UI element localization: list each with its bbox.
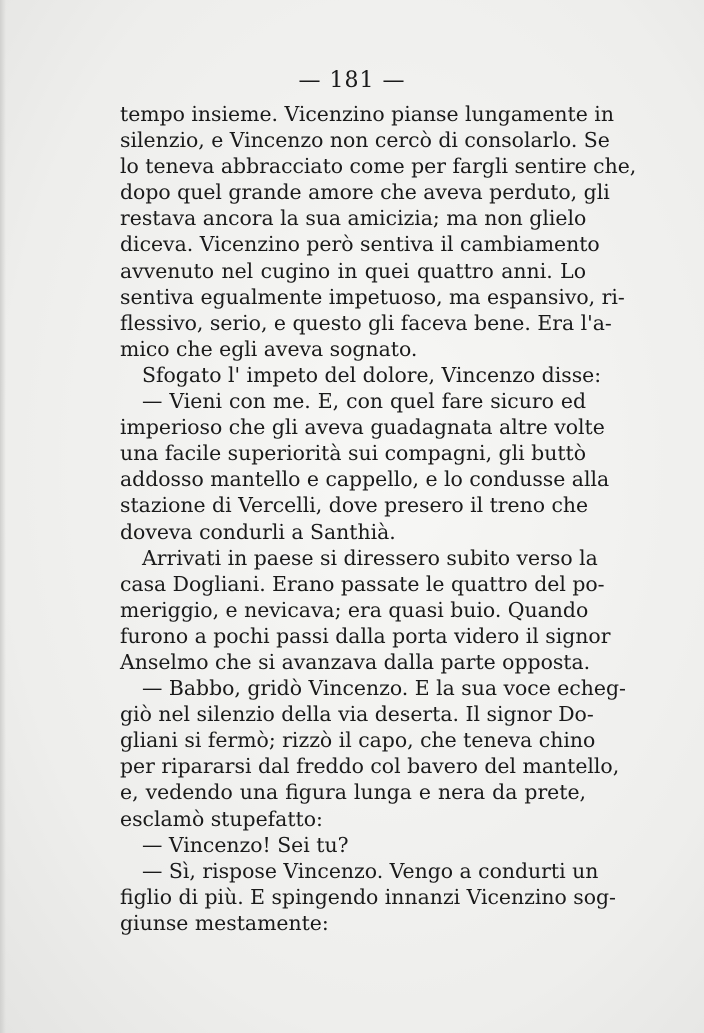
text-line: esclamò stupefatto: — [120, 806, 323, 831]
text-line: — Babbo, gridò Vincenzo. E la sua voce echeg- — [142, 676, 626, 701]
text-line: una facile superiorità sui compagni, gli buttò — [120, 441, 586, 466]
text-line: furono a pochi passi dalla porta videro il signor — [120, 623, 611, 648]
text-line: restava ancora la sua amicizia; ma non glielo — [120, 206, 587, 231]
text-line: giunse mestamente: — [120, 910, 329, 935]
text-line: — Vincenzo! Sei tu? — [142, 832, 349, 857]
page-edge-shadow — [0, 0, 6, 1033]
text-line: casa Dogliani. Erano passate le quattro del po- — [120, 571, 605, 596]
text-line: mico che egli aveva sognato. — [120, 336, 418, 361]
text-line: per ripararsi dal freddo col bavero del mantello, — [120, 754, 620, 779]
text-line: Arrivati in paese si diressero subito verso la — [142, 545, 598, 570]
text-line: gliani si fermò; rizzò il capo, che teneva chino — [120, 728, 596, 753]
text-line: imperioso che gli aveva guadagnata altre volte — [120, 415, 605, 440]
text-line: stazione di Vercelli, dove presero il treno che — [120, 493, 589, 518]
text-line: silenzio, e Vincenzo non cercò di consolarlo. Se — [120, 128, 610, 153]
text-line: e, vedendo una figura lunga e nera da prete, — [120, 780, 586, 805]
text-line: giò nel silenzio della via deserta. Il signor Do- — [120, 702, 594, 727]
text-line: tempo insieme. Vicenzino pianse lungamente in — [120, 102, 614, 126]
text-line: avvenuto nel cugino in quei quattro anni. Lo — [120, 258, 586, 283]
text-line: flessivo, serio, e questo gli faceva bene. Era l'a- — [120, 310, 612, 335]
text-line: diceva. Vicenzino però sentiva il cambiamento — [120, 232, 600, 257]
text-line: dopo quel grande amore che aveva perduto, gli — [120, 180, 610, 205]
text-line: meriggio, e nevicava; era quasi buio. Quando — [120, 597, 589, 622]
text-line: Anselmo che si avanzava dalla parte opposta. — [120, 649, 591, 674]
text-line: doveva condurli a Santhià. — [120, 519, 396, 544]
body-text — [120, 101, 637, 936]
page-number: — 181 — — [298, 68, 406, 93]
text-line: lo teneva abbracciato come per fargli sentire che, — [120, 154, 637, 179]
text-line: sentiva egualmente impetuoso, ma espansivo, ri- — [120, 284, 625, 309]
text-line: figlio di più. E spingendo innanzi Vicenzino sog- — [120, 884, 616, 909]
text-line: — Sì, rispose Vincenzo. Vengo a condurti un — [142, 858, 599, 883]
text-line: Sfogato l' impeto del dolore, Vincenzo disse: — [142, 362, 602, 387]
text-line: addosso mantello e cappello, e lo condusse alla — [120, 467, 610, 492]
text-line: — Vieni con me. E, con quel fare sicuro ed — [142, 389, 586, 414]
